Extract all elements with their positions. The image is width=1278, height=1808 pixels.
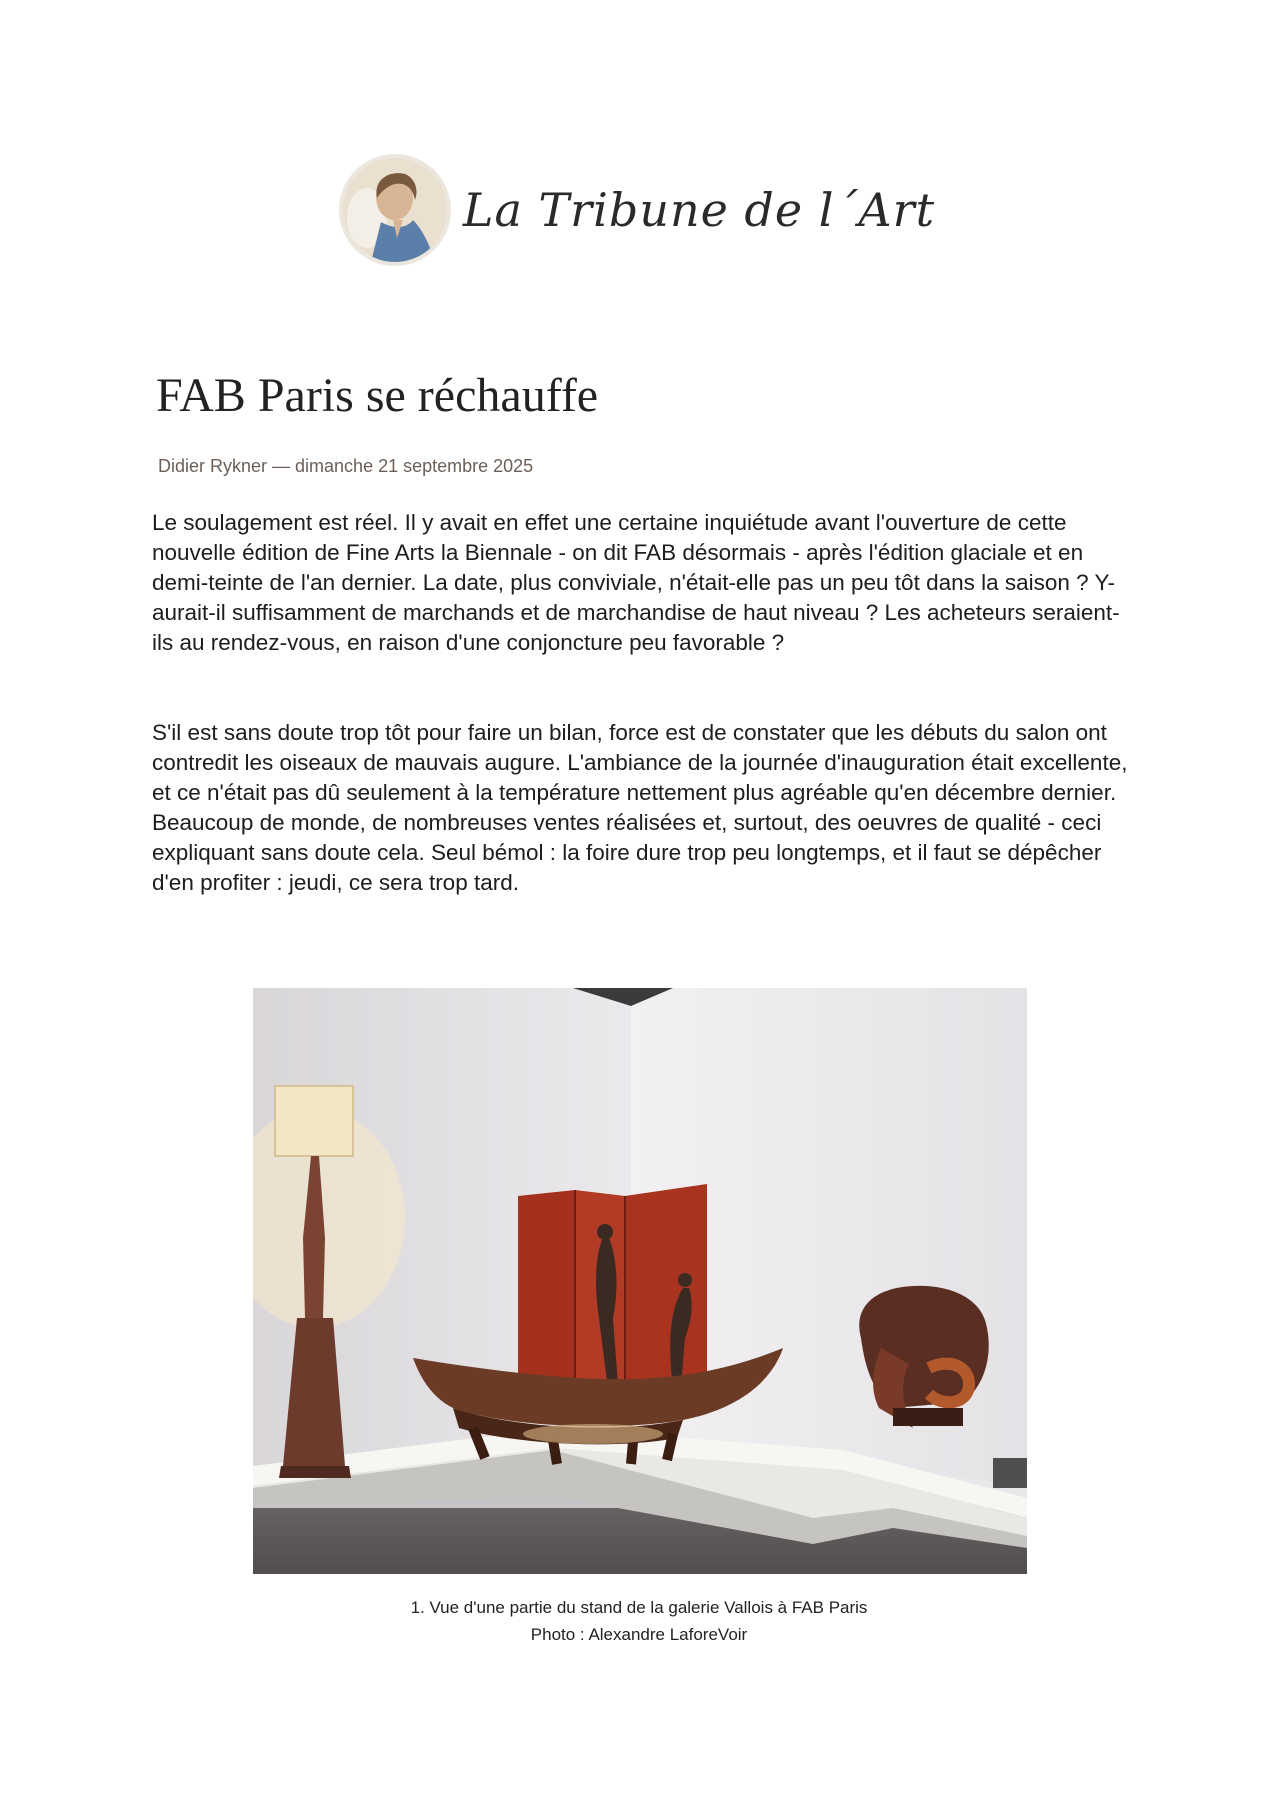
photo-credit: Photo : Alexandre LaforeVoir xyxy=(530,1625,748,1644)
article-paragraph-2: S'il est sans doute trop tôt pour faire un bilan, force est de constater que les débuts du salon ont contredit les oiseaux de mauvais augure. L'ambiance de la journée d'inauguration était excellente, et ce n'était pas dû seulement à la température nettement plus agréable qu'en décembre dernier. Beaucoup de monde, de nombreuses ventes réalisées et, surtout, des oeuvres de qualité - ceci expliquant sans doute cela. Seul bémol : la foire dure trop peu longtemps, et il faut se dépêcher d'en profiter : jeudi, ce sera trop tard. xyxy=(152,720,1128,895)
article-byline: Didier Rykner — dimanche 21 septembre 2025 xyxy=(158,456,534,476)
site-logo-text[interactable]: La Tribune de l´Art xyxy=(462,183,936,237)
angel-portrait-icon[interactable] xyxy=(343,158,447,262)
article-title: FAB Paris se réchauffe xyxy=(156,369,599,422)
site-header xyxy=(0,150,1278,270)
article-paragraph-1: Le soulagement est réel. Il y avait en effet une certaine inquiétude avant l'ouverture de cette nouvelle édition de Fine Arts la Biennale - on dit FAB désormais - après l'édition glaciale et en demi-teinte de l'an dernier. La date, plus conviviale, n'était-elle pas un peu tôt dans la saison ? Y-aurait-il suffisamment de marchands et de marchandise de haut niveau ? Les acheteurs seraient-ils au rendez-vous, en raison d'une conjoncture peu favorable ? xyxy=(152,510,1120,655)
photo-caption: 1. Vue d'une partie du stand de la galerie Vallois à FAB Paris xyxy=(410,1598,868,1617)
article-photo[interactable] xyxy=(253,988,1027,1574)
